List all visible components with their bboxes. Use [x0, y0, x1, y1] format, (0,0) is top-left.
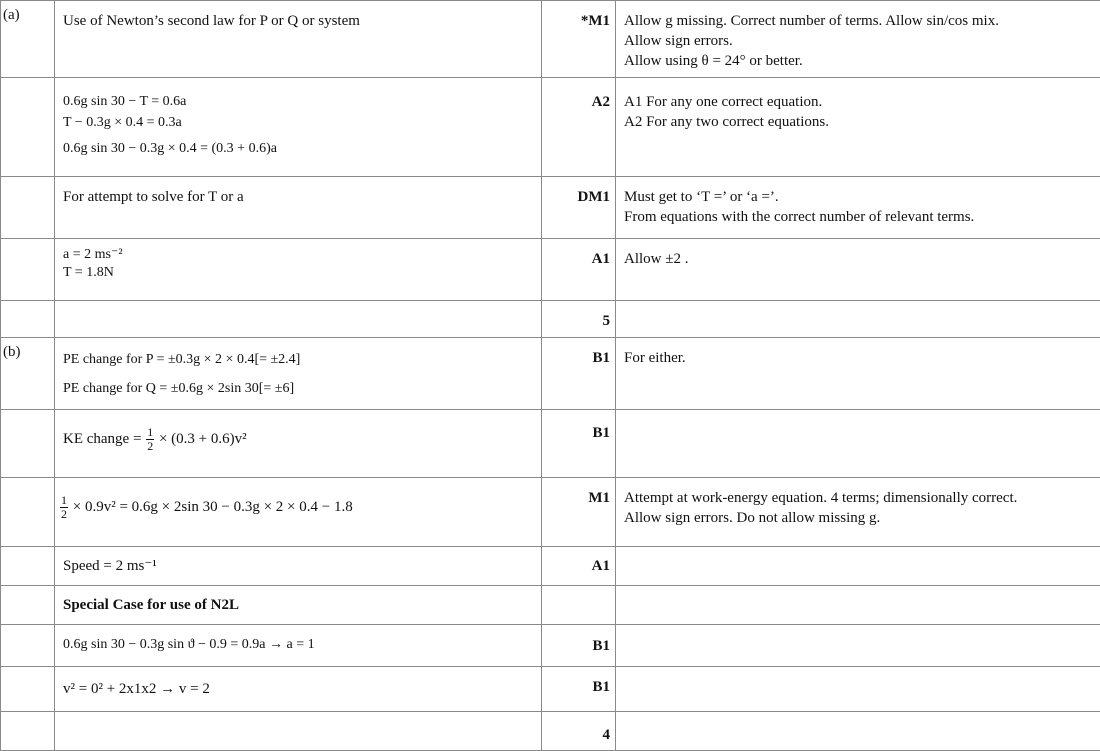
- working-cell: [55, 410, 542, 478]
- part-label: [1, 301, 55, 338]
- note-text: Allow g missing. Correct number of terms. Allow sin/cos mix.: [624, 11, 1095, 31]
- table-row: [1, 478, 1100, 547]
- fraction-denominator: 2: [146, 440, 154, 453]
- working-cell: [55, 177, 542, 239]
- note-text: Attempt at work-energy equation. 4 terms; dimensionally correct.: [624, 488, 1095, 508]
- working-cell: [55, 625, 542, 667]
- mark-cell: B1: [542, 667, 616, 712]
- fraction-denominator: 2: [60, 508, 68, 521]
- equation-text: × 0.9v² = 0.6g × 2sin 30 − 0.3g × 2 × 0.4 − 1.8: [69, 499, 353, 515]
- part-label: [1, 239, 55, 301]
- table-row: [1, 301, 1100, 338]
- fraction-numerator: 1: [60, 494, 68, 508]
- mark-cell: *M1: [542, 1, 616, 78]
- part-label: [1, 478, 55, 547]
- table-row: [1, 239, 1100, 301]
- table-row: [1, 667, 1100, 712]
- working-equation: 0.6g sin 30 − T = 0.6a: [63, 91, 533, 112]
- working-cell: [55, 78, 542, 177]
- part-label: [1, 410, 55, 478]
- part-label-a: (a): [1, 1, 55, 78]
- working-equation: [59, 494, 533, 521]
- working-cell: [55, 712, 542, 751]
- mark-cell: A2: [542, 78, 616, 177]
- working-cell: [55, 1, 542, 78]
- working-equation: T = 1.8N: [63, 264, 533, 282]
- note-text: Allow sign errors.: [624, 31, 1095, 51]
- working-equation: 0.6g sin 30 − 0.3g × 0.4 = (0.3 + 0.6)a: [63, 138, 533, 159]
- mark-cell: B1: [542, 625, 616, 667]
- mark-cell: B1: [542, 410, 616, 478]
- part-label: [1, 78, 55, 177]
- working-equation: T − 0.3g × 0.4 = 0.3a: [63, 112, 533, 133]
- notes-cell: [616, 1, 1100, 78]
- table-row: [1, 338, 1100, 410]
- working-cell: [55, 239, 542, 301]
- table-row: [1, 586, 1100, 625]
- part-label: [1, 667, 55, 712]
- mark-cell: A1: [542, 239, 616, 301]
- notes-cell: [616, 712, 1100, 751]
- note-text: A1 For any one correct equation.: [624, 92, 1095, 112]
- notes-cell: [616, 338, 1100, 410]
- table-row: [1, 410, 1100, 478]
- notes-cell: [616, 177, 1100, 239]
- part-label: [1, 625, 55, 667]
- notes-cell: [616, 667, 1100, 712]
- notes-cell: [616, 410, 1100, 478]
- working-cell: [55, 547, 542, 586]
- note-text: A2 For any two correct equations.: [624, 112, 1095, 132]
- notes-cell: [616, 478, 1100, 547]
- working-text: Use of Newton’s second law for P or Q or system: [63, 11, 533, 31]
- notes-cell: [616, 301, 1100, 338]
- table-row: [1, 1, 1100, 78]
- working-equation: 0.6g sin 30 − 0.3g sin ϑ − 0.9 = 0.9a → a = 1: [63, 634, 533, 656]
- working-text: Special Case for use of N2L: [63, 595, 533, 615]
- part-label: [1, 586, 55, 625]
- mark-cell: M1: [542, 478, 616, 547]
- note-text: Must get to ‘T =’ or ‘a =’.: [624, 187, 1095, 207]
- table-row: [1, 177, 1100, 239]
- working-cell: [55, 338, 542, 410]
- note-text: From equations with the correct number of relevant terms.: [624, 207, 1095, 227]
- fraction: [60, 494, 68, 521]
- table-row: [1, 712, 1100, 751]
- mark-total: 4: [542, 712, 616, 751]
- mark-cell: DM1: [542, 177, 616, 239]
- note-text: Allow ±2 .: [624, 249, 1095, 269]
- part-label: [1, 177, 55, 239]
- table-row: [1, 547, 1100, 586]
- notes-cell: [616, 547, 1100, 586]
- equation-text: KE change =: [63, 431, 145, 447]
- notes-cell: [616, 239, 1100, 301]
- note-text: Allow sign errors. Do not allow missing g.: [624, 508, 1095, 528]
- working-text: For attempt to solve for T or a: [63, 187, 533, 207]
- working-cell: [55, 478, 542, 547]
- working-cell: [55, 301, 542, 338]
- notes-cell: [616, 586, 1100, 625]
- fraction-numerator: 1: [146, 426, 154, 440]
- note-text: Allow using θ = 24° or better.: [624, 51, 1095, 71]
- fraction: [146, 426, 154, 453]
- working-equation: v² = 0² + 2x1x2 → v = 2: [63, 679, 533, 699]
- part-label: [1, 547, 55, 586]
- working-equation: PE change for Q = ±0.6g × 2sin 30[= ±6]: [63, 377, 533, 401]
- equation-text: × (0.3 + 0.6)v²: [155, 431, 246, 447]
- working-equation: [63, 426, 533, 453]
- notes-cell: [616, 78, 1100, 177]
- part-label: [1, 712, 55, 751]
- mark-cell: B1: [542, 338, 616, 410]
- table-row: [1, 625, 1100, 667]
- part-label-b: (b): [1, 338, 55, 410]
- mark-cell: A1: [542, 547, 616, 586]
- working-cell: [55, 667, 542, 712]
- mark-total: 5: [542, 301, 616, 338]
- mark-cell: [542, 586, 616, 625]
- notes-cell: [616, 625, 1100, 667]
- working-equation: Speed = 2 ms⁻¹: [63, 556, 533, 576]
- working-equation: a = 2 ms⁻²: [63, 246, 533, 264]
- note-text: For either.: [624, 348, 1095, 368]
- special-case-heading: [55, 586, 542, 625]
- table-row: [1, 78, 1100, 177]
- working-equation: PE change for P = ±0.3g × 2 × 0.4[= ±2.4]: [63, 348, 533, 372]
